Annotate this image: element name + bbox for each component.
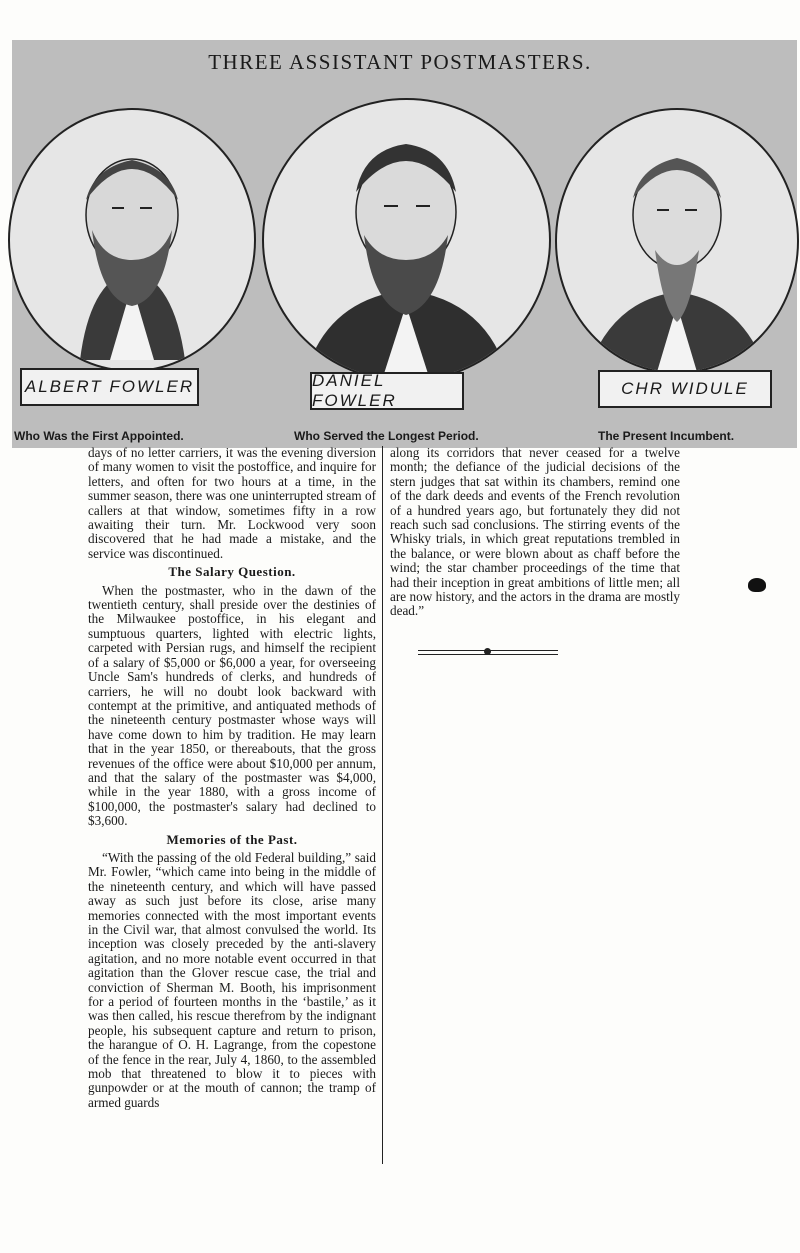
intro-paragraph: days of no letter carriers, it was the evening diversion of many women to visit the postoffice, and inquire for letters, and often for two hours at a time, in the summer season, there was one uninterrupted stream of callers at that window, sometimes fifty in a row awaiting their turn. Mr. Lockwood very soon discovered that he had made a mistake, and the service was discontinued. bbox=[88, 445, 376, 561]
name-banner-chr-widule bbox=[598, 370, 772, 408]
caption-1: Who Was the First Appointed. bbox=[14, 429, 184, 443]
right-paragraph: along its corridors that never ceased for a twelve month; the defiance of the judicial decisions of the stern judges that sat within its chambers, remind one of the dark deeds and events of the French revolution of a hundred years ago, but fortunately they did not reach such sad conclusions. The stirring events of the Whisky trials, in which great reputations trembled in the balance, or were blown about as chaff before the wind; the star chamber proceedings of the time that had their inception in great ambitions of little men; all are now history, and the actors in the drama are mostly dead.” bbox=[390, 445, 680, 619]
ink-blot bbox=[748, 578, 766, 592]
memories-paragraph: “With the passing of the old Federal building,” said Mr. Fowler, “which came into being in the middle of the nineteenth century, and which will have passed away as such just before its close, arise many memories connected with the most important events in the Civil war, that almost convulsed the world. Its inception was closely preceded by the anti-slavery agitation, and no more notable event occurred in that agitation than the Glover rescue case, the trial and conviction of Sherman M. Booth, his imprisonment for a period of fourteen months in the ‘bastile,’ as it was then called, his rescue therefrom by the indignant people, his subsequent capture and return to prison, the harangue of O. H. Lagrange, from the copestone of the fence in the rear, July 4, 1860, to the assembled mob that threatened to blow it to pieces with gunpowder or at the mouth of cannon; the tramp of armed guards bbox=[88, 849, 376, 1110]
portrait-row bbox=[0, 90, 800, 420]
subhead-salary-question: The Salary Question. bbox=[168, 564, 296, 580]
right-column bbox=[390, 446, 680, 619]
portrait-chr-widule bbox=[555, 108, 799, 374]
caption-3: The Present Incumbent. bbox=[598, 429, 735, 443]
name-banner-albert-fowler bbox=[20, 368, 199, 406]
name-banner-daniel-fowler bbox=[310, 372, 464, 410]
bearded-man-engraving-icon bbox=[10, 110, 254, 370]
column-rule bbox=[382, 446, 383, 1164]
caption-2: Who Served the Longest Period. bbox=[294, 429, 479, 443]
left-column bbox=[88, 446, 376, 1110]
portrait-albert-fowler bbox=[8, 108, 256, 372]
headline: THREE ASSISTANT POSTMASTERS. bbox=[208, 50, 592, 74]
portrait-name-2: DANIEL FOWLER bbox=[312, 371, 397, 410]
bearded-man-engraving-icon bbox=[264, 100, 549, 380]
subhead-memories-of-the-past: Memories of the Past. bbox=[166, 831, 298, 847]
portrait-daniel-fowler bbox=[262, 98, 551, 382]
salary-paragraph: When the postmaster, who in the dawn of the twentieth century, shall preside over the destinies of the Milwaukee postoffice, in his elegant and sumptuous quarters, lighted with electric lights, carpeted with Persian rugs, and himself the recipient of a salary of $5,000 or $6,000 a year, for overseeing Uncle Sam's hundreds of clerks, and hundreds of carriers, he will no doubt look backward with contempt at the primitive, and antiquated methods of the nineteenth century postmaster whose ways will have come down to him by tradition. He may learn that in the year 1850, or thereabouts, that the gross revenues of the office were about $10,000 per annum, and that the salary of the postmaster was $4,000, while in the year 1880, with a gross income of $100,000, the postmaster's salary had declined to $3,600. bbox=[88, 582, 376, 829]
portrait-name-3: CHR WIDULE bbox=[621, 379, 749, 398]
portrait-name-1: ALBERT FOWLER bbox=[24, 377, 195, 396]
end-ornament bbox=[418, 650, 558, 655]
bearded-man-engraving-icon bbox=[557, 110, 797, 372]
